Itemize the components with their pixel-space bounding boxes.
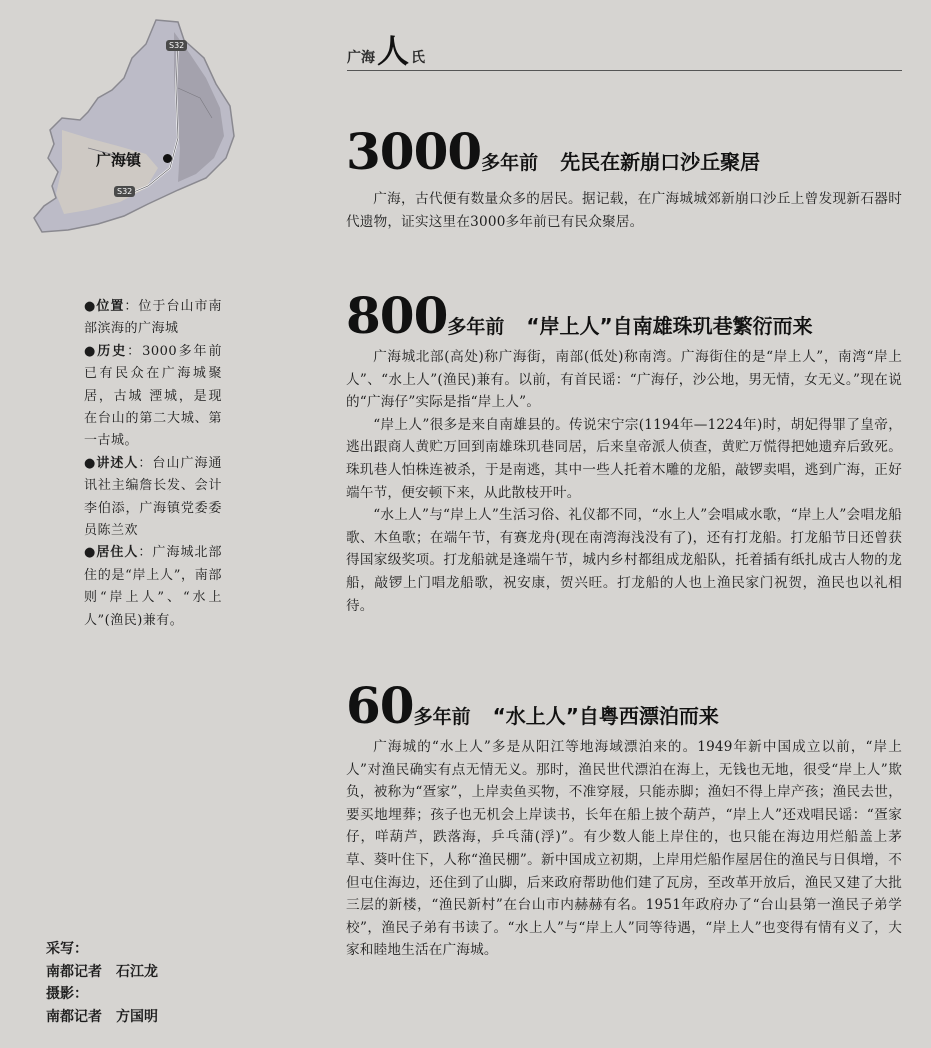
info-text: ：台山广海通讯社主编詹长发、会计李伯添，广海镇党委委员陈兰欢 xyxy=(84,455,222,539)
info-label: ●居住人 xyxy=(84,545,139,561)
section-ago: 多年前 xyxy=(481,152,539,174)
credit-photographer: 南都记者 方国明 xyxy=(46,1008,158,1025)
section-title: “水上人”自粤西漂泊而来 xyxy=(492,704,719,728)
section-title: “岸上人”自南雄珠玑巷繁衍而来 xyxy=(526,314,813,338)
credit-write-label: 采写： xyxy=(46,941,88,957)
header-right: 氏 xyxy=(411,50,426,66)
info-text: ：广海城北部住的是“岸上人”，南部则“岸上人”、“水上人”(渔民)兼有。 xyxy=(84,545,222,628)
section-number: 800 xyxy=(346,286,448,345)
info-text: ：3000多年前已有民众在广海城聚居，古城 湮城，是现在台山的第二大城、第一古城。 xyxy=(84,343,222,449)
info-narrator xyxy=(84,453,222,543)
section-body xyxy=(346,736,902,962)
info-text: ：位于台山市南部滨海的广海城 xyxy=(84,299,222,337)
info-label: ●讲述人 xyxy=(84,455,139,471)
column-header xyxy=(347,26,902,71)
paragraph: 广海城北部(高处)称广海街，南部(低处)称南湾。广海街住的是“岸上人”，南湾“岸上人”、“水上人”(渔民)兼有。以前，有首民谣：“广海仔，沙公地，男无情，女无义。”现在说的“广海仔”实际是指“岸上人”。 xyxy=(346,349,902,411)
paragraph: 广海，古代便有数量众多的居民。据记载，在广海城城郊新崩口沙丘上曾发现新石器时代遗物，证实这里在3000多年前已有民众聚居。 xyxy=(346,191,902,230)
town-label: 广海镇 xyxy=(96,151,142,169)
section-heading xyxy=(346,676,902,735)
section-60 xyxy=(346,676,902,962)
section-ago: 多年前 xyxy=(413,706,471,728)
map-shape xyxy=(28,18,238,238)
info-label: ●历史 xyxy=(84,343,128,359)
section-800 xyxy=(346,286,902,617)
road-badge-north: S32 xyxy=(166,40,187,51)
info-sidebar xyxy=(84,296,222,632)
paragraph: 广海城的“水上人”多是从阳江等地海域漂泊来的。1949年新中国成立以前，“岸上人”对渔民确实有点无情无义。那时，渔民世代漂泊在海上，无钱也无地，很受“岸上人”欺负，被称为“疍家”，上岸卖鱼买物，不准穿屐，只能赤脚；渔妇不得上岸产孩；渔民去世，要买地埋葬；孩子也无机会上岸读书，长年在船上披个葫芦，“岸上人”还戏唱民谣：“疍家仔，咩葫芦，跌落海，乒乓蒲(浮)”。有少数人能上岸住的，也只能在海边用烂船盖上茅草、葵叶住下，人称“渔民棚”。新中国成立初期，上岸用烂船作屋居住的渔民与日俱增，不但屯住海边，还住到了山脚，后来政府帮助他们建了瓦房，至改革开放后，渔民又建了大批三层的新楼，“渔民新村”在台山市内赫赫有名。1951年政府办了“台山县第一渔民子弟学校”，渔民子弟有书读了。“水上人”与“岸上人”同等待遇，“岸上人”也变得有情有义了，大家和睦地生活在广海城。 xyxy=(346,739,902,959)
info-residents xyxy=(84,542,222,632)
header-big-char: 人 xyxy=(377,32,410,70)
credit-writer: 南都记者 石江龙 xyxy=(46,963,158,980)
info-history xyxy=(84,341,222,453)
info-location xyxy=(84,296,222,341)
paragraph: “岸上人”很多是来自南雄县的。传说宋宁宗(1194年—1224年)时，胡妃得罪了皇帝，逃出跟商人黄贮万回到南雄珠玑巷同居，后来皇帝派人侦查，黄贮万慌得把她遗弃后致死。珠玑巷人怕株连被杀，于是南逃，其中一些人托着木雕的龙船，敲锣卖唱，逃到广海，正好端午节，便安顿下来，从此散枝开叶。 xyxy=(346,416,902,501)
credit-photo-label: 摄影： xyxy=(46,986,88,1002)
section-body xyxy=(346,188,902,233)
section-3000 xyxy=(346,122,902,233)
section-heading xyxy=(346,122,902,181)
section-ago: 多年前 xyxy=(447,316,505,338)
section-body xyxy=(346,346,902,617)
paragraph: “水上人”与“岸上人”生活习俗、礼仪都不同，“水上人”会唱咸水歌，“岸上人”会唱龙船歌、木鱼歌；在端午节，有赛龙舟(现在南湾海浅没有了)，还有打龙船。打龙船节日还曾获得国家级奖项。打龙船就是逢端午节，城内乡村都组成龙船队，托着插有纸扎成古人物的龙船，敲锣上门唱龙船歌，祝安康，贺兴旺。打龙船的人也上渔民家门祝贺，渔民也以礼相待。 xyxy=(346,507,902,614)
town-dot-icon xyxy=(163,154,172,163)
info-label: ●位置 xyxy=(84,299,125,314)
map-figure xyxy=(28,18,238,238)
section-heading xyxy=(346,286,902,345)
credits xyxy=(46,938,158,1028)
section-number: 3000 xyxy=(346,122,482,181)
section-title: 先民在新崩口沙丘聚居 xyxy=(560,150,761,174)
section-number: 60 xyxy=(346,676,414,735)
road-badge-south: S32 xyxy=(114,186,135,197)
header-left: 广海 xyxy=(347,50,375,66)
